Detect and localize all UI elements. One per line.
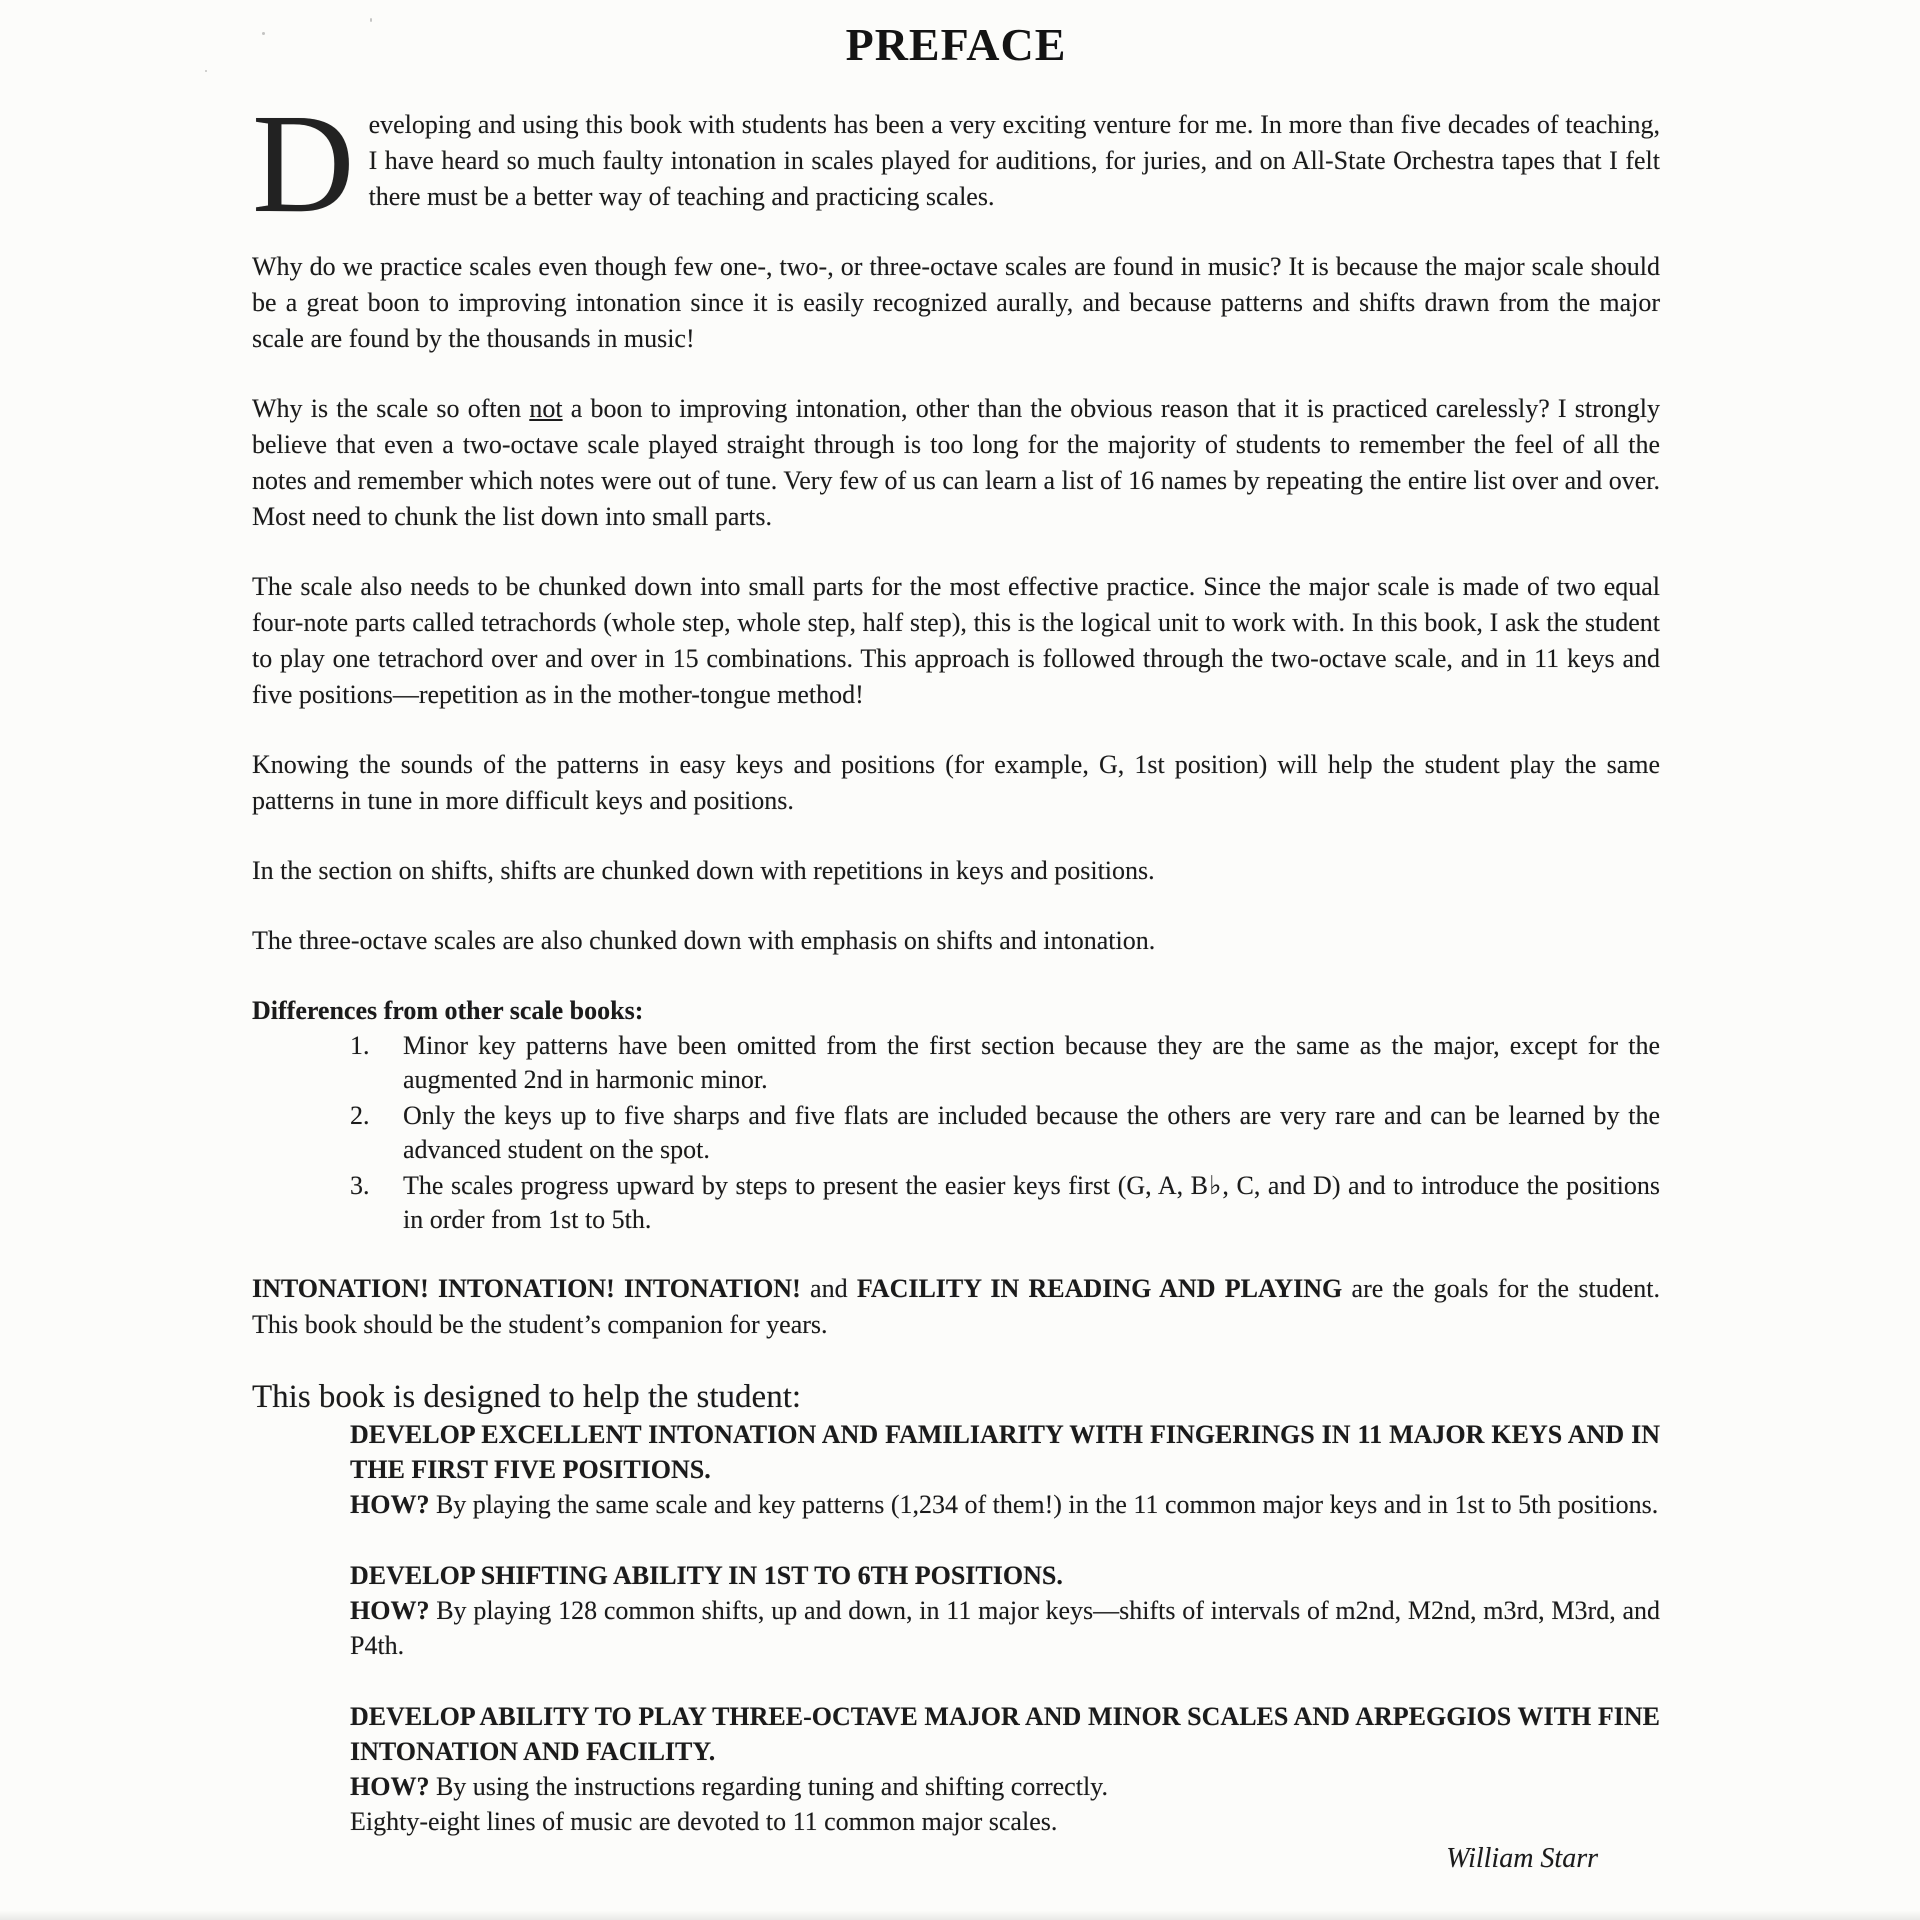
- goals-intro-bold-facility: FACILITY IN READING AND PLAYING: [856, 1274, 1343, 1303]
- list-item-number: 2.: [350, 1101, 370, 1130]
- text-column: [252, 14, 1660, 1877]
- goal-block-three-octave: [350, 1699, 1660, 1839]
- goal-extra-line: Eighty-eight lines of music are devoted to 11 common major scales.: [350, 1807, 1058, 1836]
- list-item: [252, 1099, 1660, 1167]
- author-signature: William Starr: [1446, 1843, 1598, 1874]
- list-item-number: 1.: [350, 1031, 370, 1060]
- paragraph-pre: Why is the scale so often: [252, 394, 530, 423]
- goal-heading: DEVELOP SHIFTING ABILITY IN 1ST TO 6TH POSITIONS.: [350, 1561, 1063, 1590]
- list-item: [252, 1169, 1660, 1237]
- goal-heading: DEVELOP ABILITY TO PLAY THREE-OCTAVE MAJOR AND MINOR SCALES AND ARPEGGIOS WITH FINE INTONATION AND FACILITY.: [350, 1702, 1660, 1766]
- paragraph-intro-text: eveloping and using this book with students has been a very exciting venture for me. In more than five decades of teaching, I have heard so much faulty intonation in scales played for auditions, for juries, and on All-State Orchestra tapes that I felt there must be a better way of teaching and practicing scales.: [368, 110, 1660, 211]
- how-label: HOW?: [350, 1596, 430, 1625]
- goals-intro-rest: are the goals for the student. This book should be the student’s companion for years.: [252, 1274, 1660, 1339]
- goal-how: [350, 1769, 1660, 1804]
- paragraph-goals-intro: [252, 1271, 1660, 1343]
- paragraph-three-octave: The three-octave scales are also chunked down with emphasis on shifts and intonation.: [252, 926, 1156, 955]
- list-item-text: Minor key patterns have been omitted from the first section because they are the same as the major, except for the augmented 2nd in harmonic minor.: [403, 1031, 1660, 1094]
- differences-heading: Differences from other scale books:: [252, 996, 644, 1025]
- scan-speck: [262, 32, 265, 35]
- goal-how: [350, 1487, 1660, 1522]
- goals-intro-mid: and: [800, 1274, 857, 1303]
- how-label: HOW?: [350, 1490, 430, 1519]
- list-item-text: The scales progress upward by steps to present the easier keys first (G, A, B♭, C, and D) and to introduce the positions in order from 1st to 5th.: [403, 1171, 1660, 1234]
- goal-block-shifting: [350, 1558, 1660, 1663]
- paragraph-why-not-boon: [252, 391, 1660, 535]
- design-heading: This book is designed to help the student:: [252, 1379, 802, 1415]
- how-label: HOW?: [350, 1772, 430, 1801]
- goal-block-intonation: [350, 1417, 1660, 1522]
- how-text: By using the instructions regarding tuning and shifting correctly.: [429, 1772, 1108, 1801]
- paragraph-tetrachords: The scale also needs to be chunked down into small parts for the most effective practice. Since the major scale is made of two equal four-note parts called tetrachords (whole step, whole step, half step), this is the logical unit to work with. In this book, I ask the student to play one tetrachord over and over in 15 combinations. This approach is followed through the two-octave scale, and in 11 keys and five positions—repetition as in the mother-tongue method!: [252, 572, 1660, 709]
- drop-cap: D: [252, 84, 355, 242]
- differences-list: [252, 1029, 1660, 1237]
- how-text: By playing the same scale and key patterns (1,234 of them!) in the 11 common major keys and in 1st to 5th positions.: [429, 1490, 1659, 1519]
- scan-speck: [370, 18, 372, 22]
- goals-intro-bold-intonation: INTONATION! INTONATION! INTONATION!: [252, 1274, 801, 1303]
- paragraph-knowing-sounds: Knowing the sounds of the patterns in easy keys and positions (for example, G, 1st position) will help the student play the same patterns in tune in more difficult keys and positions.: [252, 750, 1660, 815]
- scan-speck: [205, 70, 207, 72]
- goal-how: [350, 1593, 1660, 1663]
- paragraph-why-practice: Why do we practice scales even though few one-, two-, or three-octave scales are found in music? It is because the major scale should be a great boon to improving intonation since it is easily recognized aurally, and because patterns and shifts drawn from the major scale are found by the thousands in music!: [252, 252, 1660, 353]
- paragraph-post: a boon to improving intonation, other than the obvious reason that it is practiced carelessly? I strongly believe that even a two-octave scale played straight through is too long for the majority of students to remember the feel of all the notes and remember which notes were out of tune. Very few of us can learn a list of 16 names by repeating the entire list over and over. Most need to chunk the list down into small parts.: [252, 394, 1661, 531]
- list-item-number: 3.: [350, 1171, 370, 1200]
- paragraph-intro: [252, 84, 1660, 242]
- list-item-text: Only the keys up to five sharps and five flats are included because the others are very rare and can be learned by the advanced student on the spot.: [403, 1101, 1660, 1164]
- goal-heading: DEVELOP EXCELLENT INTONATION AND FAMILIARITY WITH FINGERINGS IN 11 MAJOR KEYS AND IN THE FIRST FIVE POSITIONS.: [350, 1420, 1660, 1484]
- scan-edge-shadow: [0, 1910, 1920, 1920]
- paragraph-shifts-section: In the section on shifts, shifts are chunked down with repetitions in keys and positions.: [252, 856, 1155, 885]
- page-title: PREFACE: [845, 19, 1067, 70]
- list-item: [252, 1029, 1660, 1097]
- how-text: By playing 128 common shifts, up and down, in 11 major keys—shifts of intervals of m2nd, M2nd, m3rd, M3rd, and P4th.: [350, 1596, 1660, 1660]
- underlined-word: not: [529, 394, 563, 423]
